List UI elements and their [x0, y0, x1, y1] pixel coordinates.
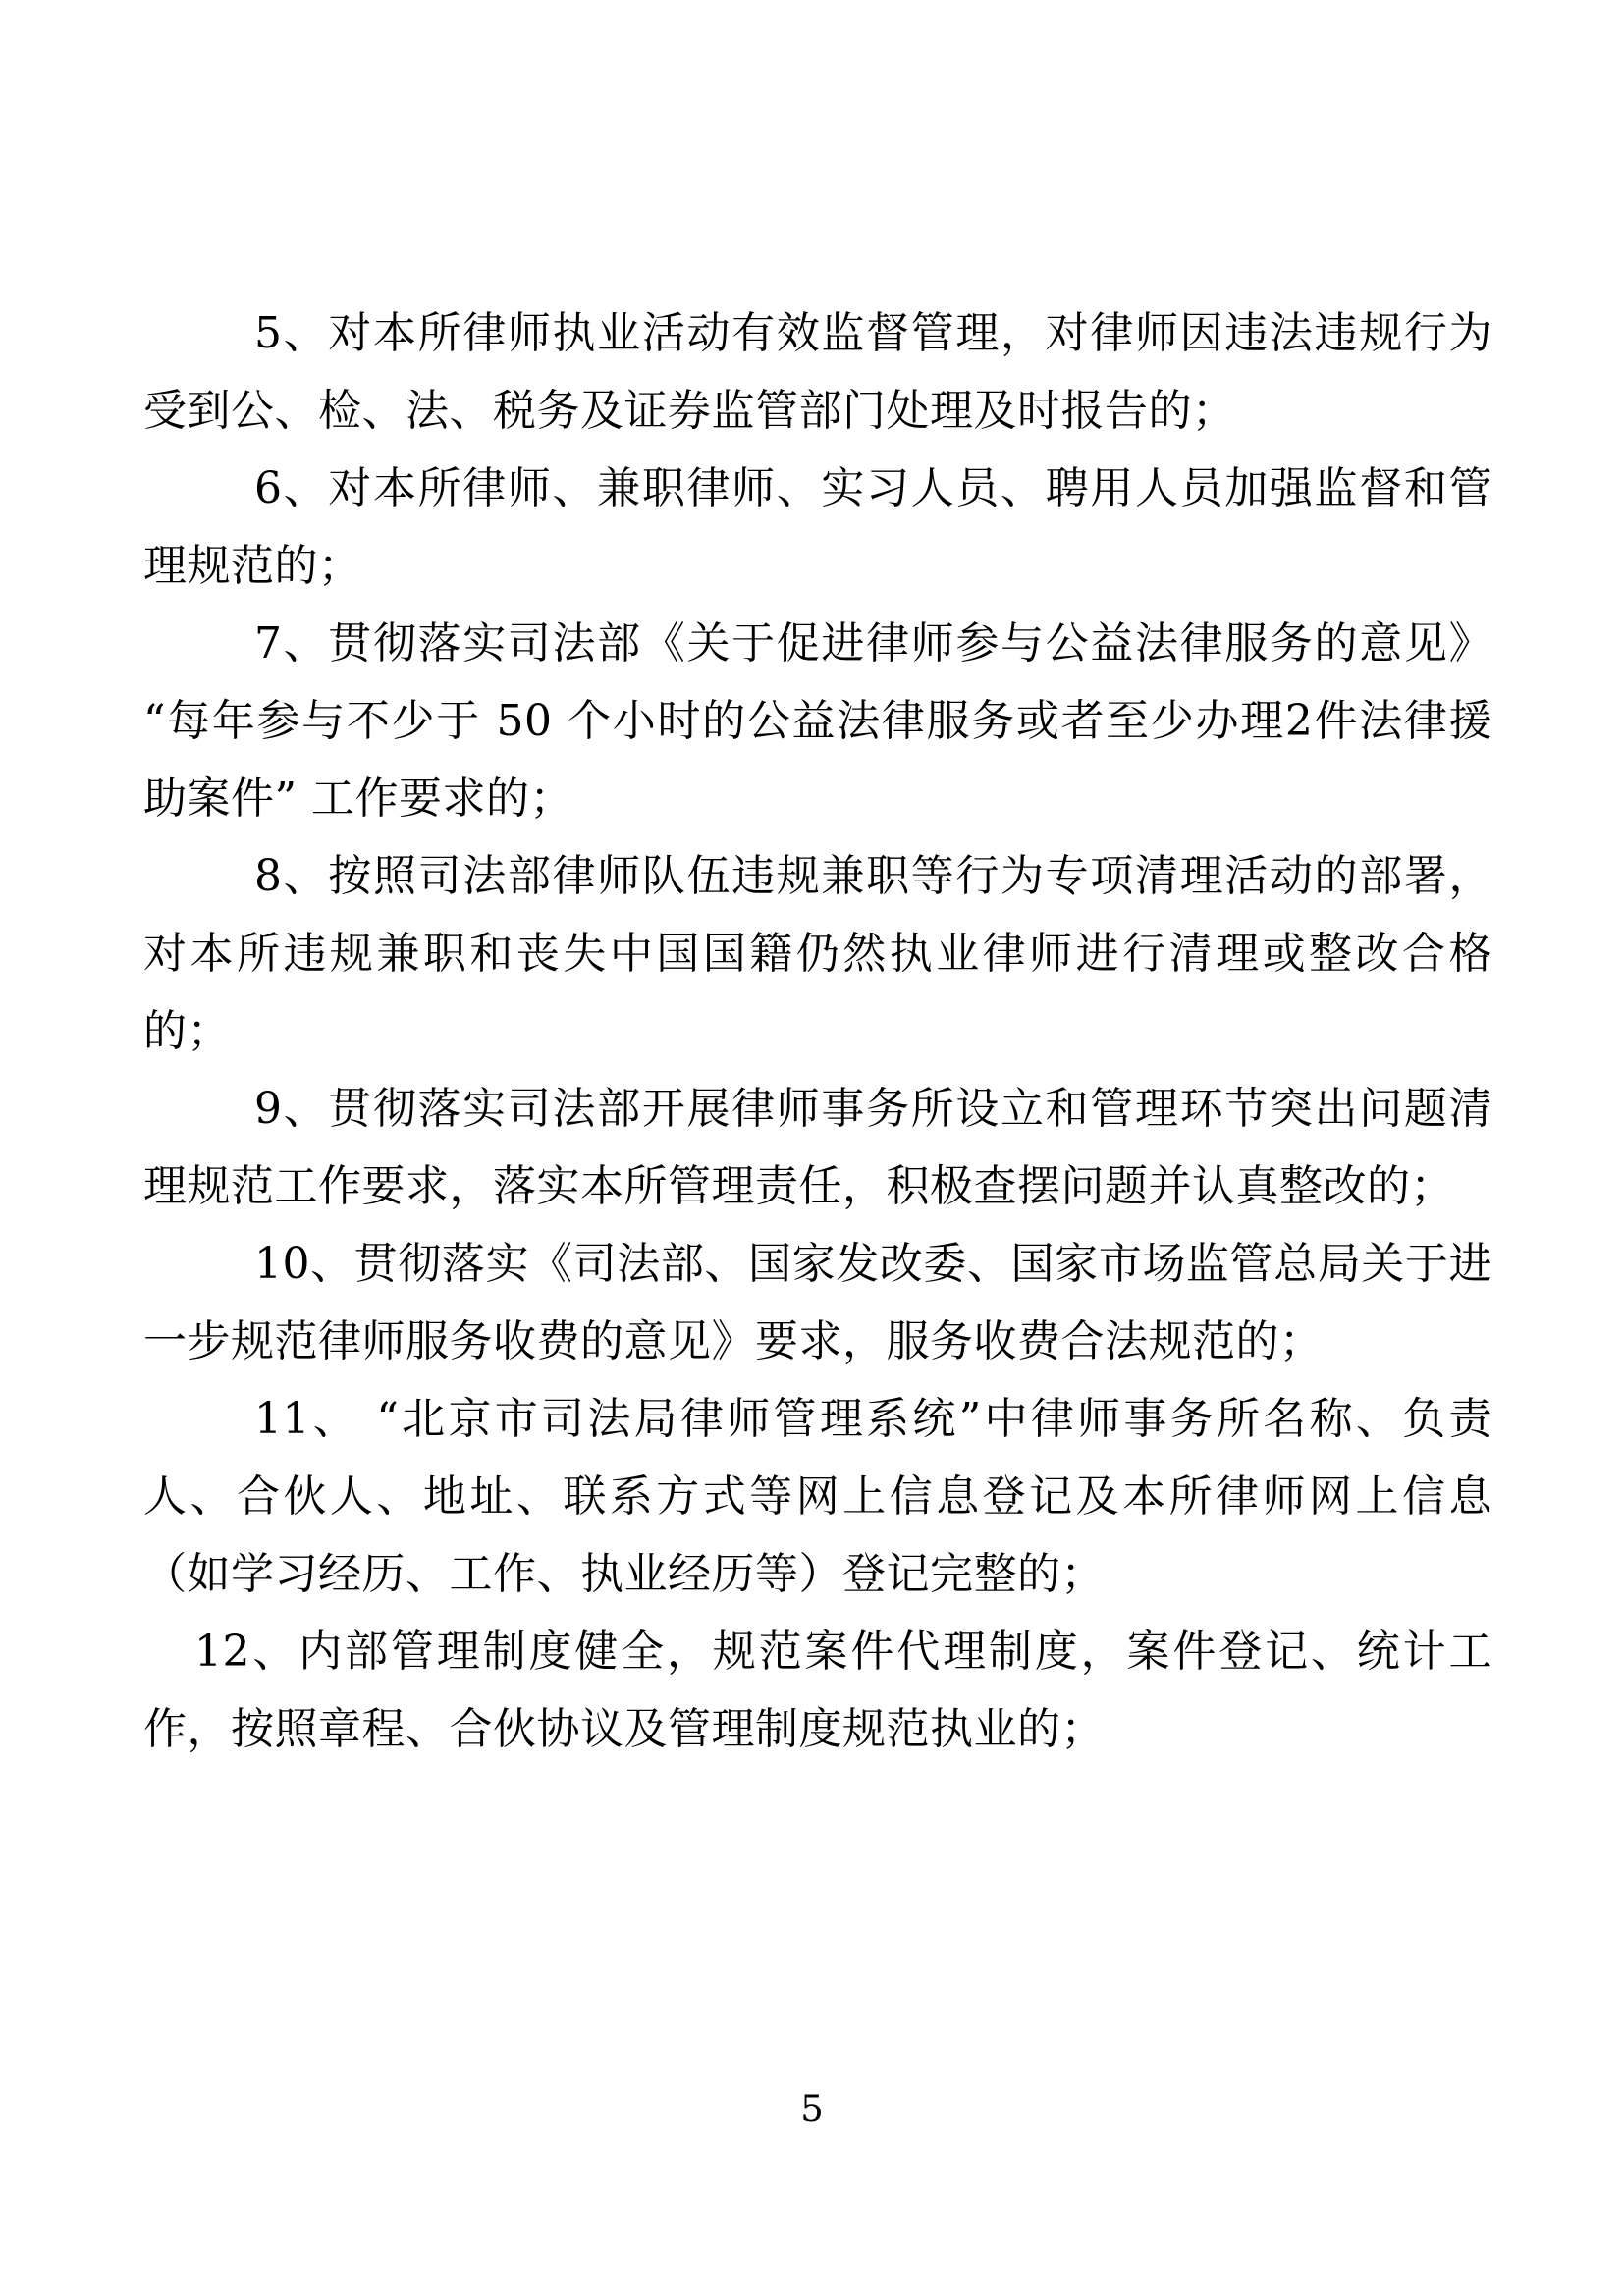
- list-item-6: 6、对本所律师、兼职律师、实习人员、聘用人员加强监督和管理规范的；: [143, 463, 1492, 591]
- page-number: 5: [800, 2088, 824, 2130]
- list-item-10: 10、贯彻落实《司法部、国家发改委、国家市场监管总局关于进一步规范律师服务收费的意见》要求，服务收费合法规范的；: [143, 1239, 1492, 1366]
- list-item-7: 7、贯彻落实司法部《关于促进律师参与公益法律服务的意见》 “每年参与不少于 50 个小时的公益法律服务或者至少办理2件法律援助案件” 工作要求的；: [143, 618, 1492, 824]
- list-item-12: 12、内部管理制度健全，规范案件代理制度，案件登记、统计工作，按照章程、合伙协议及管理制度规范执业的；: [143, 1627, 1492, 1754]
- list-item-8: 8、按照司法部律师队伍违规兼职等行为专项清理活动的部署，对本所违规兼职和丧失中国国籍仍然执业律师进行清理或整改合格的；: [143, 851, 1492, 1056]
- document-body-text: [143, 294, 1492, 1768]
- list-item-5: 5、对本所律师执业活动有效监督管理，对律师因违法违规行为受到公、检、法、税务及证券监管部门处理及时报告的；: [143, 308, 1492, 436]
- list-item-9: 9、贯彻落实司法部开展律师事务所设立和管理环节突出问题清理规范工作要求，落实本所管理责任，积极查摆问题并认真整改的；: [143, 1084, 1492, 1211]
- list-item-11: 11、 “北京市司法局律师管理系统”中律师事务所名称、负责人、合伙人、地址、联系方式等网上信息登记及本所律师网上信息（如学习经历、工作、执业经历等）登记完整的；: [143, 1394, 1492, 1599]
